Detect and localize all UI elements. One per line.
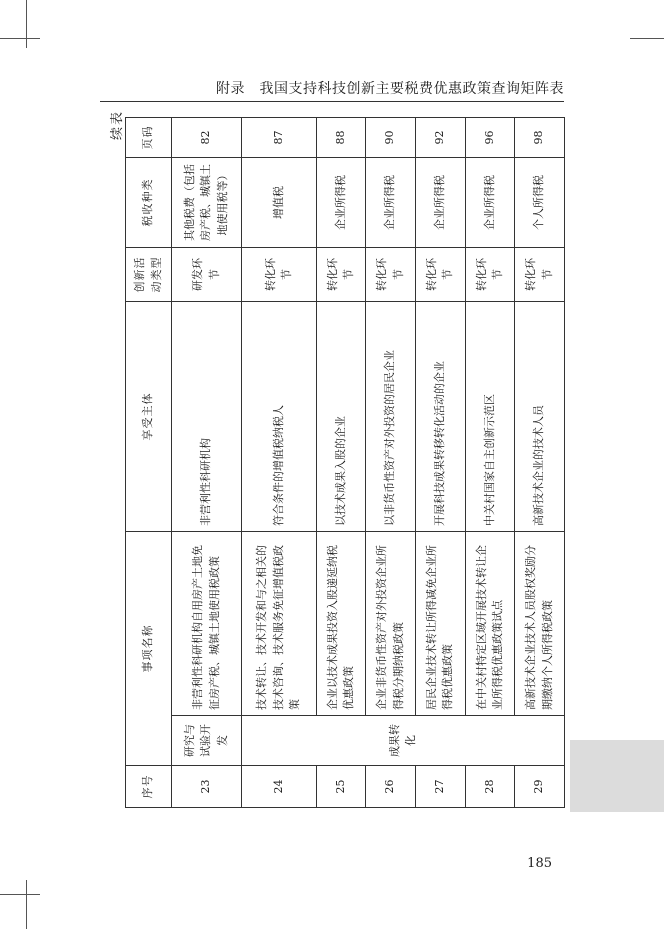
row-tax: 增值税 <box>242 158 316 248</box>
row-stage: 转化环节 <box>242 248 316 302</box>
header-name: 事项名称 <box>126 532 172 766</box>
table-header-row <box>126 118 172 808</box>
row-seq: 25 <box>316 766 366 808</box>
row-name: 居民企业技术转让所得减免企业所得税优惠政策 <box>416 532 466 716</box>
crop-mark-top-left-v <box>26 0 27 48</box>
row-page: 88 <box>316 118 366 158</box>
header-stage: 创新活动类型 <box>126 248 172 302</box>
row-seq: 27 <box>416 766 466 808</box>
crop-mark-top-left-h <box>0 38 40 39</box>
row-page: 96 <box>465 118 515 158</box>
row-page: 90 <box>366 118 416 158</box>
row-tax: 个人所得税 <box>515 158 565 248</box>
row-seq: 29 <box>515 766 565 808</box>
row-subject: 符合条件的增值税纳税人 <box>242 302 316 532</box>
table-row <box>242 118 316 808</box>
row-stage: 转化环节 <box>316 248 366 302</box>
row-tax: 企业所得税 <box>366 158 416 248</box>
row-subject: 以技术成果入股的企业 <box>316 302 366 532</box>
header-tax: 税收种类 <box>126 158 172 248</box>
page-number: 185 <box>527 856 552 871</box>
row-subject: 以非货币性资产对外投资的居民企业 <box>366 302 416 532</box>
crop-mark-bottom-left-h <box>0 894 40 895</box>
rotated-table-container <box>110 110 565 808</box>
row-name: 在中关村特定区域开展技术转让企业所得税优惠政策试点 <box>465 532 515 716</box>
category-transform: 成果转化 <box>242 716 565 766</box>
continued-label: 续表 <box>110 110 125 141</box>
row-seq: 24 <box>242 766 316 808</box>
row-stage: 转化环节 <box>366 248 416 302</box>
row-name: 非营利性科研机构自用房产土地免征房产税、城镇土地使用税政策 <box>172 532 242 716</box>
row-tax: 企业所得税 <box>416 158 466 248</box>
table-row <box>316 118 366 808</box>
table-row <box>366 118 416 808</box>
row-subject: 非营利性科研机构 <box>172 302 242 532</box>
row-tax: 企业所得税 <box>465 158 515 248</box>
row-page: 92 <box>416 118 466 158</box>
crop-mark-bottom-left-v <box>26 880 27 929</box>
row-stage: 转化环节 <box>515 248 565 302</box>
row-name: 技术转让、技术开发和与之相关的技术咨询、技术服务免征增值税政策 <box>242 532 316 716</box>
header-page: 页码 <box>126 118 172 158</box>
row-stage: 研发环节 <box>172 248 242 302</box>
header-subject: 享受主体 <box>126 302 172 532</box>
row-stage: 转化环节 <box>416 248 466 302</box>
row-stage: 转化环节 <box>465 248 515 302</box>
row-subject: 开展科技成果转移转化活动的企业 <box>416 302 466 532</box>
row-subject: 高新技术企业的技术人员 <box>515 302 565 532</box>
header-rule <box>100 101 564 102</box>
table-row <box>515 118 565 808</box>
row-page: 87 <box>242 118 316 158</box>
table-row <box>172 118 242 808</box>
row-subject: 中关村国家自主创新示范区 <box>465 302 515 532</box>
row-page: 82 <box>172 118 242 158</box>
table-row <box>465 118 515 808</box>
side-thumb-tab <box>570 740 664 812</box>
running-header: 附录 我国支持科技创新主要税费优惠政策查询矩阵表 <box>216 81 564 97</box>
header-seq: 序号 <box>126 766 172 808</box>
row-tax: 企业所得税 <box>316 158 366 248</box>
row-name: 企业以技术成果投资入股递延纳税优惠政策 <box>316 532 366 716</box>
row-seq: 23 <box>172 766 242 808</box>
policy-matrix-table <box>125 117 565 808</box>
row-seq: 26 <box>366 766 416 808</box>
row-page: 98 <box>515 118 565 158</box>
crop-mark-top-right-h <box>630 38 664 39</box>
row-name: 高新技术企业技术人员股权奖励分期缴纳个人所得税政策 <box>515 532 565 716</box>
category-research: 研究与试验开发 <box>172 716 242 766</box>
row-tax: 其他税费（包括房产税、城镇土地使用税等） <box>172 158 242 248</box>
table-row <box>416 118 466 808</box>
row-name: 企业非货币性资产对外投资企业所得税分期纳税政策 <box>366 532 416 716</box>
row-seq: 28 <box>465 766 515 808</box>
